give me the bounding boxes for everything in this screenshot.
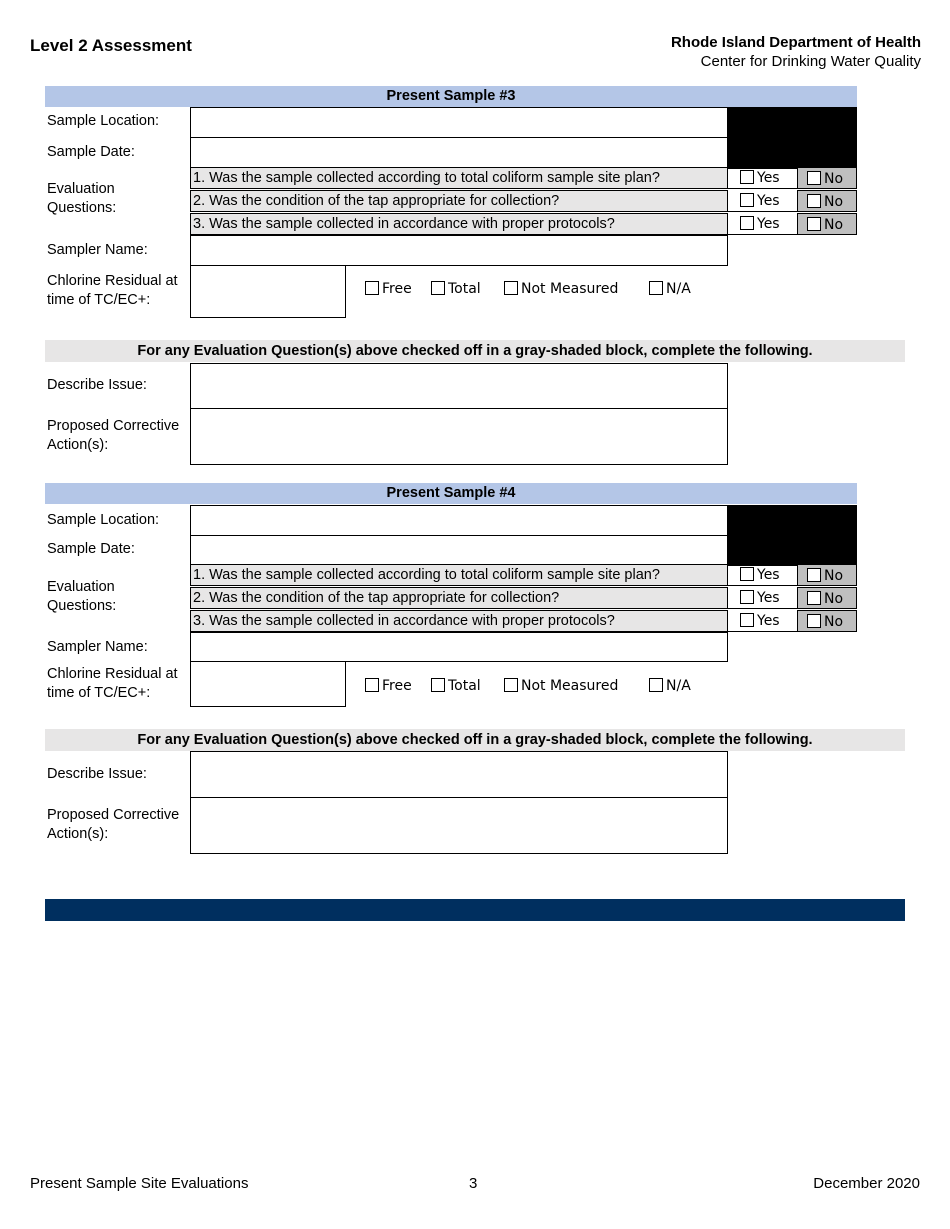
- checkbox-icon[interactable]: [431, 678, 445, 692]
- section-heading: Present Sample #3: [45, 86, 857, 107]
- option-not-measured[interactable]: Not Measured: [504, 678, 618, 694]
- question-3: 3. Was the sample collected in accordance with proper protocols?: [190, 610, 728, 632]
- followup-note: For any Evaluation Question(s) above checked off in a gray-shaded block, complete the following.: [45, 729, 905, 751]
- question-1-no[interactable]: No: [797, 167, 857, 189]
- footer-bar: [45, 899, 905, 921]
- sample-location-field[interactable]: [190, 107, 728, 138]
- section-heading: Present Sample #4: [45, 483, 857, 504]
- organization-name: Rhode Island Department of Health: [670, 34, 921, 51]
- question-3-no[interactable]: No: [797, 610, 857, 632]
- question-2-no[interactable]: No: [797, 190, 857, 212]
- question-1-yes[interactable]: Yes: [728, 167, 797, 189]
- checkbox-icon[interactable]: [740, 216, 754, 230]
- checkbox-icon[interactable]: [365, 281, 379, 295]
- sample-location-field[interactable]: [190, 505, 728, 536]
- question-1-no[interactable]: No: [797, 564, 857, 586]
- question-3-yes[interactable]: Yes: [728, 213, 797, 235]
- sample-date-label: Sample Date:: [47, 541, 135, 557]
- proposed-action-label: Proposed Corrective Action(s):: [47, 807, 180, 842]
- option-total[interactable]: Total: [431, 678, 481, 694]
- option-free[interactable]: Free: [365, 281, 412, 297]
- describe-issue-label: Describe Issue:: [47, 377, 147, 393]
- followup-note: For any Evaluation Question(s) above checked off in a gray-shaded block, complete the following.: [45, 340, 905, 362]
- describe-issue-label: Describe Issue:: [47, 766, 147, 782]
- blacked-out-block: [728, 505, 857, 566]
- checkbox-icon[interactable]: [807, 591, 821, 605]
- center-name: Center for Drinking Water Quality: [700, 53, 921, 70]
- option-free[interactable]: Free: [365, 678, 412, 694]
- option-na[interactable]: N/A: [649, 281, 691, 297]
- evaluation-questions-label: Evaluation Questions:: [47, 579, 117, 614]
- checkbox-icon[interactable]: [807, 568, 821, 582]
- sample-date-field[interactable]: [190, 535, 728, 566]
- chlorine-residual-label: Chlorine Residual at time of TC/EC+:: [47, 273, 178, 308]
- question-2-yes[interactable]: Yes: [728, 587, 797, 609]
- checkbox-icon[interactable]: [740, 613, 754, 627]
- question-3-yes[interactable]: Yes: [728, 610, 797, 632]
- checkbox-icon[interactable]: [740, 567, 754, 581]
- checkbox-icon[interactable]: [649, 678, 663, 692]
- describe-issue-field[interactable]: [190, 363, 728, 409]
- footer-date: December 2020: [813, 1175, 920, 1192]
- sampler-name-label: Sampler Name:: [47, 639, 148, 655]
- sample-date-label: Sample Date:: [47, 144, 135, 160]
- checkbox-icon[interactable]: [807, 614, 821, 628]
- footer-left-text: Present Sample Site Evaluations: [30, 1175, 249, 1192]
- sample-location-label: Sample Location:: [47, 512, 160, 528]
- sampler-name-field[interactable]: [190, 235, 728, 266]
- checkbox-icon[interactable]: [431, 281, 445, 295]
- option-na[interactable]: N/A: [649, 678, 691, 694]
- sampler-name-field[interactable]: [190, 632, 728, 662]
- question-2-no[interactable]: No: [797, 587, 857, 609]
- option-total[interactable]: Total: [431, 281, 481, 297]
- describe-issue-field[interactable]: [190, 751, 728, 798]
- chlorine-residual-label: Chlorine Residual at time of TC/EC+:: [47, 666, 178, 701]
- sampler-name-label: Sampler Name:: [47, 242, 148, 258]
- checkbox-icon[interactable]: [740, 590, 754, 604]
- question-2-yes[interactable]: Yes: [728, 190, 797, 212]
- option-not-measured[interactable]: Not Measured: [504, 281, 618, 297]
- sample-date-field[interactable]: [190, 137, 728, 169]
- proposed-action-field[interactable]: [190, 797, 728, 854]
- question-2: 2. Was the condition of the tap appropriate for collection?: [190, 587, 728, 609]
- chlorine-residual-field[interactable]: [190, 661, 346, 707]
- checkbox-icon[interactable]: [807, 217, 821, 231]
- sample-location-label: Sample Location:: [47, 113, 160, 129]
- chlorine-residual-field[interactable]: [190, 265, 346, 318]
- question-1-yes[interactable]: Yes: [728, 564, 797, 586]
- checkbox-icon[interactable]: [649, 281, 663, 295]
- proposed-action-label: Proposed Corrective Action(s):: [47, 418, 180, 453]
- checkbox-icon[interactable]: [740, 170, 754, 184]
- blacked-out-block: [728, 107, 857, 169]
- sample-3-section: [45, 86, 905, 486]
- page-number: 3: [469, 1175, 478, 1192]
- checkbox-icon[interactable]: [365, 678, 379, 692]
- proposed-action-field[interactable]: [190, 408, 728, 465]
- checkbox-icon[interactable]: [807, 194, 821, 208]
- sample-4-section: [45, 483, 905, 883]
- checkbox-icon[interactable]: [504, 281, 518, 295]
- checkbox-icon[interactable]: [740, 193, 754, 207]
- question-3: 3. Was the sample collected in accordance with proper protocols?: [190, 213, 728, 235]
- question-2: 2. Was the condition of the tap appropriate for collection?: [190, 190, 728, 212]
- question-1: 1. Was the sample collected according to total coliform sample site plan?: [190, 564, 728, 586]
- checkbox-icon[interactable]: [807, 171, 821, 185]
- question-1: 1. Was the sample collected according to total coliform sample site plan?: [190, 167, 728, 189]
- page-title: Level 2 Assessment: [30, 36, 192, 55]
- evaluation-questions-label: Evaluation Questions:: [47, 181, 117, 216]
- question-3-no[interactable]: No: [797, 213, 857, 235]
- checkbox-icon[interactable]: [504, 678, 518, 692]
